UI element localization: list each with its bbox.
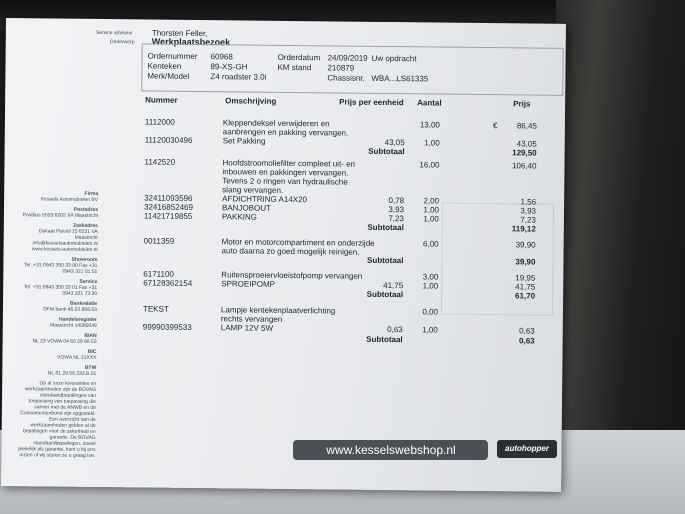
- column-description: Omschrijving: [225, 96, 277, 106]
- row-quantity: 16,00: [419, 160, 440, 170]
- row-quantity: 2,00: [423, 196, 440, 206]
- row-price: 106,40: [511, 161, 537, 171]
- row-description: PAKKING: [221, 212, 257, 222]
- sidebar-label: Handelsregister: [59, 316, 97, 323]
- km-value: 210879: [327, 63, 355, 73]
- sidebar-label: Firma: [84, 190, 99, 197]
- date-value: 24/09/2019: [327, 53, 368, 63]
- column-price: Prijs: [513, 99, 531, 109]
- km-label: KM stand: [277, 62, 312, 73]
- row-number: 6171100: [143, 269, 174, 279]
- row-unit-price: 0,78: [388, 196, 405, 206]
- column-number: Nummer: [145, 95, 178, 105]
- row-price: 119,12: [511, 224, 536, 234]
- sidebar-label: BTW: [84, 364, 97, 371]
- row-description: rechts vervangen: [220, 314, 283, 324]
- row-currency: €: [492, 121, 498, 131]
- row-price: 41,75: [515, 282, 536, 292]
- column-quantity: Aantal: [417, 98, 442, 108]
- row-description: AFDICHTRING A14X20: [222, 194, 308, 205]
- row-price: 39,90: [515, 257, 536, 267]
- order-label: Ordernummer: [147, 51, 198, 62]
- row-description: LAMP 12V 5W: [220, 323, 274, 333]
- row-number: 11421719855: [143, 211, 193, 221]
- sidebar-block: [18, 190, 98, 203]
- row-description: Lampje kentekenplaatverlichting: [220, 305, 336, 316]
- row-quantity: 1,00: [422, 325, 438, 335]
- sidebar-block: [15, 380, 96, 459]
- plate-value: 89-XS-GH: [210, 62, 248, 72]
- row-number: 99990399533: [142, 322, 192, 332]
- row-quantity: 13,00: [419, 120, 440, 130]
- row-price: 0,63: [519, 326, 535, 336]
- row-description: Hoofdstroomoliefilter compleet uit- en: [222, 158, 356, 169]
- row-number: 32416852469: [143, 202, 194, 212]
- row-unit-price: 41,75: [383, 280, 404, 291]
- row-unit-price: 43,05: [384, 137, 405, 148]
- row-number: 11120030496: [144, 135, 193, 145]
- sidebar-text: Op al onze leveranties en werkzaamheden zijn de BOVAG standaardbepalingen van toepassing van toepassing die samen met de ANWB en de Consumentenbond zijn opgesteld. Een overzicht van de werkzaamheden gelden al de bepalingen voor de zekerheid en garantie. De BOVAG standaardbepalingen, zowel piekelijk als garantie, kunt u bij ons inzien of wij sturen ze u graag toe.: [18, 380, 97, 459]
- row-unit-price: Subtotaal: [366, 334, 403, 345]
- sidebar-text: NL 23 VOWA 04 60 29 66 53: [32, 338, 97, 345]
- plate-label: Kenteken: [147, 61, 182, 71]
- sidebar-label: Showroom: [71, 256, 98, 263]
- row-unit-price: 7,23: [388, 214, 404, 224]
- row-description: aanbrengen en pakking vervangen.: [222, 127, 349, 138]
- row-price: 7,23: [520, 215, 536, 225]
- row-unit-price: [335, 119, 405, 120]
- row-price: 0,63: [519, 336, 535, 346]
- row-unit-price: Subtotaal: [368, 146, 405, 157]
- row-quantity: 1,00: [423, 214, 439, 224]
- row-price: 129,50: [512, 148, 537, 158]
- row-quantity: 0,00: [422, 307, 438, 317]
- row-description: Tevens 2 o ringen van hydraulische: [222, 176, 348, 187]
- row-unit-price: 0,63: [387, 325, 403, 335]
- sidebar-text: Dukaat Flaviol 15 6221 VA Maastricht info@kesselsautomobielen.nl www.kessels-automobielen.nl: [31, 228, 98, 253]
- row-number: TEKST: [142, 304, 169, 314]
- row-number: 32411093596: [144, 193, 193, 203]
- sidebar-label: BIC: [87, 348, 97, 355]
- row-price: 39,90: [515, 240, 536, 250]
- sidebar-text: NL 81.29.56.333.B.01: [47, 370, 97, 377]
- row-description: Ruitensproeiervloeistofpomp vervangen: [221, 270, 363, 281]
- row-description: slang vervangen.: [222, 185, 284, 195]
- row-number: 1112000: [144, 117, 175, 127]
- sidebar-label: Bankrelatie: [70, 300, 98, 307]
- sidebar-label: Postadres: [73, 206, 99, 213]
- model-value: Z4 roadster 3.0i: [210, 72, 267, 82]
- sidebar-text: Postbus 5533 6202 XA Maastricht: [22, 212, 98, 219]
- sidebar-text: Tel. +31 0943 350 33 00 Fax +31 0943 321 01 51: [23, 262, 98, 275]
- row-quantity: 1,00: [422, 281, 439, 291]
- row-price: 86,45: [516, 121, 537, 131]
- sidebar-block: [18, 222, 98, 253]
- row-number: 0011359: [143, 236, 175, 246]
- subject: Werkplaatsbezoek: [151, 36, 231, 48]
- sidebar-text: Maastricht 14080049: [50, 322, 97, 329]
- sidebar-block: [17, 278, 97, 297]
- sidebar-block: [16, 348, 96, 361]
- row-unit-price: Subtotaal: [366, 289, 404, 300]
- sidebar-block: [17, 300, 97, 313]
- row-unit-price: Subtotaal: [366, 255, 404, 266]
- row-description: BANJOBOUT: [221, 203, 271, 213]
- sidebar-block: [16, 364, 96, 377]
- sidebar-label: IBAN: [84, 332, 97, 339]
- row-price: 19,95: [515, 273, 536, 283]
- row-description: Motor en motorcompartiment en onderzijde: [221, 237, 375, 248]
- sidebar-text: VOWA NL 21XXX: [57, 354, 97, 361]
- row-unit-price: 3,93: [388, 205, 405, 215]
- header-tagline: Service adviseur: [95, 29, 133, 37]
- row-number: 67128362154: [143, 278, 193, 288]
- sidebar-text: Kessels Automobielen BV: [40, 196, 99, 203]
- sidebar-block: [17, 332, 97, 345]
- order-value: 60968: [210, 52, 233, 62]
- sidebar-text: DFM bank 46.02.966.53: [43, 306, 97, 313]
- sidebar-block: [18, 206, 98, 219]
- adviser-name: Thorsten Feller,: [151, 28, 208, 39]
- row-description: inbouwen en pakkingen vervangen.: [222, 167, 349, 178]
- chassis-value: WBA...LS61335: [371, 73, 429, 84]
- row-description: SPROEIPOMP: [221, 279, 276, 289]
- row-price: 61,70: [515, 291, 536, 301]
- model-label: Merk/Model: [147, 71, 190, 81]
- row-description: Set Pakking: [222, 136, 266, 146]
- row-unit-price: Subtotaal: [367, 222, 404, 233]
- row-price: 3,93: [520, 206, 537, 216]
- sidebar-text: Tel. +31 0943 350 33 01 Fax +31 0943 321 73 30: [23, 284, 98, 297]
- invoice-document: [1, 18, 566, 492]
- company-sidebar: [15, 190, 98, 463]
- row-unit-price: [333, 306, 403, 307]
- sidebar-block: [17, 256, 97, 275]
- column-unit-price: Prijs per eenheid: [339, 97, 404, 108]
- row-description: Kleppendeksel verwijderen en: [222, 118, 330, 129]
- row-quantity: 1,00: [423, 205, 440, 215]
- row-description: auto daarna zo goed mogelijk reinigen.: [221, 246, 360, 257]
- row-quantity: 6,00: [423, 239, 439, 249]
- row-quantity: 1,00: [424, 138, 440, 148]
- row-number: 1142520: [144, 157, 176, 167]
- sidebar-label: Zaakadres: [73, 222, 98, 229]
- row-quantity: 3,00: [422, 272, 439, 282]
- reference-label: Uw opdracht: [371, 53, 417, 64]
- row-unit-price: [333, 315, 403, 316]
- sidebar-label: Service: [79, 278, 98, 285]
- chassis-label: Chassisnr.: [327, 73, 365, 83]
- date-label: Orderdatum: [277, 52, 321, 63]
- topic-label: Onderwerp: [109, 39, 135, 46]
- autohopper-logo: autohopper: [497, 440, 557, 458]
- row-price: 1,56: [520, 197, 537, 207]
- website-text: www.kesselswebshop.nl: [326, 443, 456, 457]
- sidebar-block: [17, 316, 97, 329]
- row-price: 43,05: [516, 139, 537, 149]
